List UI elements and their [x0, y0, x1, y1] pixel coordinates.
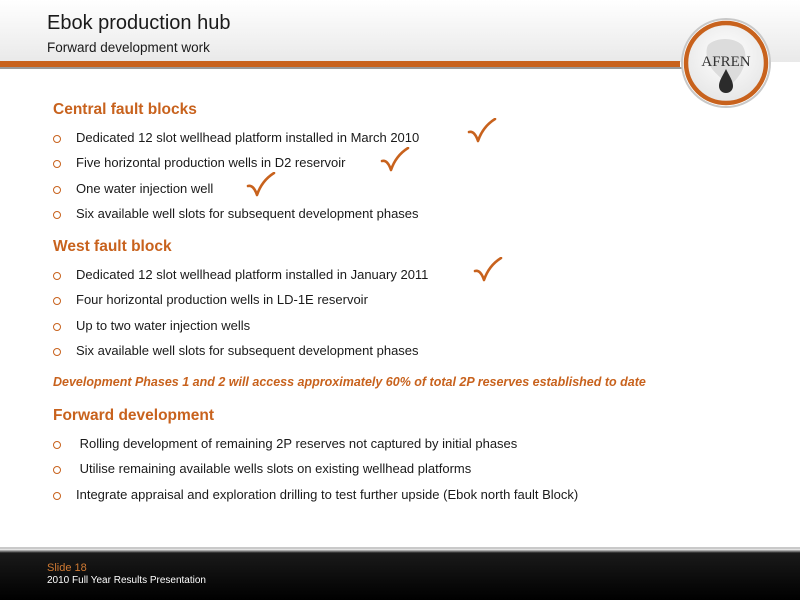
bullet-icon	[53, 441, 61, 449]
bullet-icon	[53, 466, 61, 474]
page-subtitle: Forward development work	[47, 40, 210, 55]
heading-west-fault-block: West fault block	[53, 238, 172, 255]
afren-logo-text: AFREN	[701, 54, 751, 70]
slide-number: Slide 18	[47, 562, 87, 574]
footer-divider	[0, 547, 800, 549]
bullet-icon	[53, 186, 61, 194]
bullet-icon	[53, 323, 61, 331]
heading-central-fault-blocks: Central fault blocks	[53, 101, 197, 118]
bullet-icon	[53, 492, 61, 500]
footer-bar	[0, 547, 800, 600]
checkmark-icon	[467, 118, 497, 144]
bullet-icon	[53, 272, 61, 280]
bullet-icon	[53, 160, 61, 168]
bullet-icon	[53, 211, 61, 219]
checkmark-icon	[380, 147, 410, 173]
checkmark-icon	[246, 172, 276, 198]
development-phases-note: Development Phases 1 and 2 will access approximately 60% of total 2P reserves established to date	[53, 375, 646, 389]
page-title: Ebok production hub	[47, 12, 231, 34]
presentation-name: 2010 Full Year Results Presentation	[47, 575, 206, 586]
bullet-icon	[53, 135, 61, 143]
content-area: Central fault blocks Dedicated 12 slot wellhead platform installed in March 2010 Five horizontal production wells in D2 reservoir One water injection well Six available well slots for subsequent development phases West fault block Dedicated 12 slot wellhead platform installed in January 2011 Four horizontal production wells in LD-1E reservoir Up to two water injection wells Six available well slots for subsequent development phases Development Phases 1 and 2 will access approximately 60% of total 2P reserves established to date Forward development Rolling development of remaining 2P reserves not captured by initial phases Utilise remaining available wells slots on existing wellhead platforms Integrate appraisal and exploration drilling to test further upside (Ebok north fault Block)	[53, 101, 646, 502]
heading-forward-development: Forward development	[53, 407, 215, 424]
bullet-icon	[53, 297, 61, 305]
checkmark-icon	[473, 257, 503, 283]
bullet-icon	[53, 348, 61, 356]
